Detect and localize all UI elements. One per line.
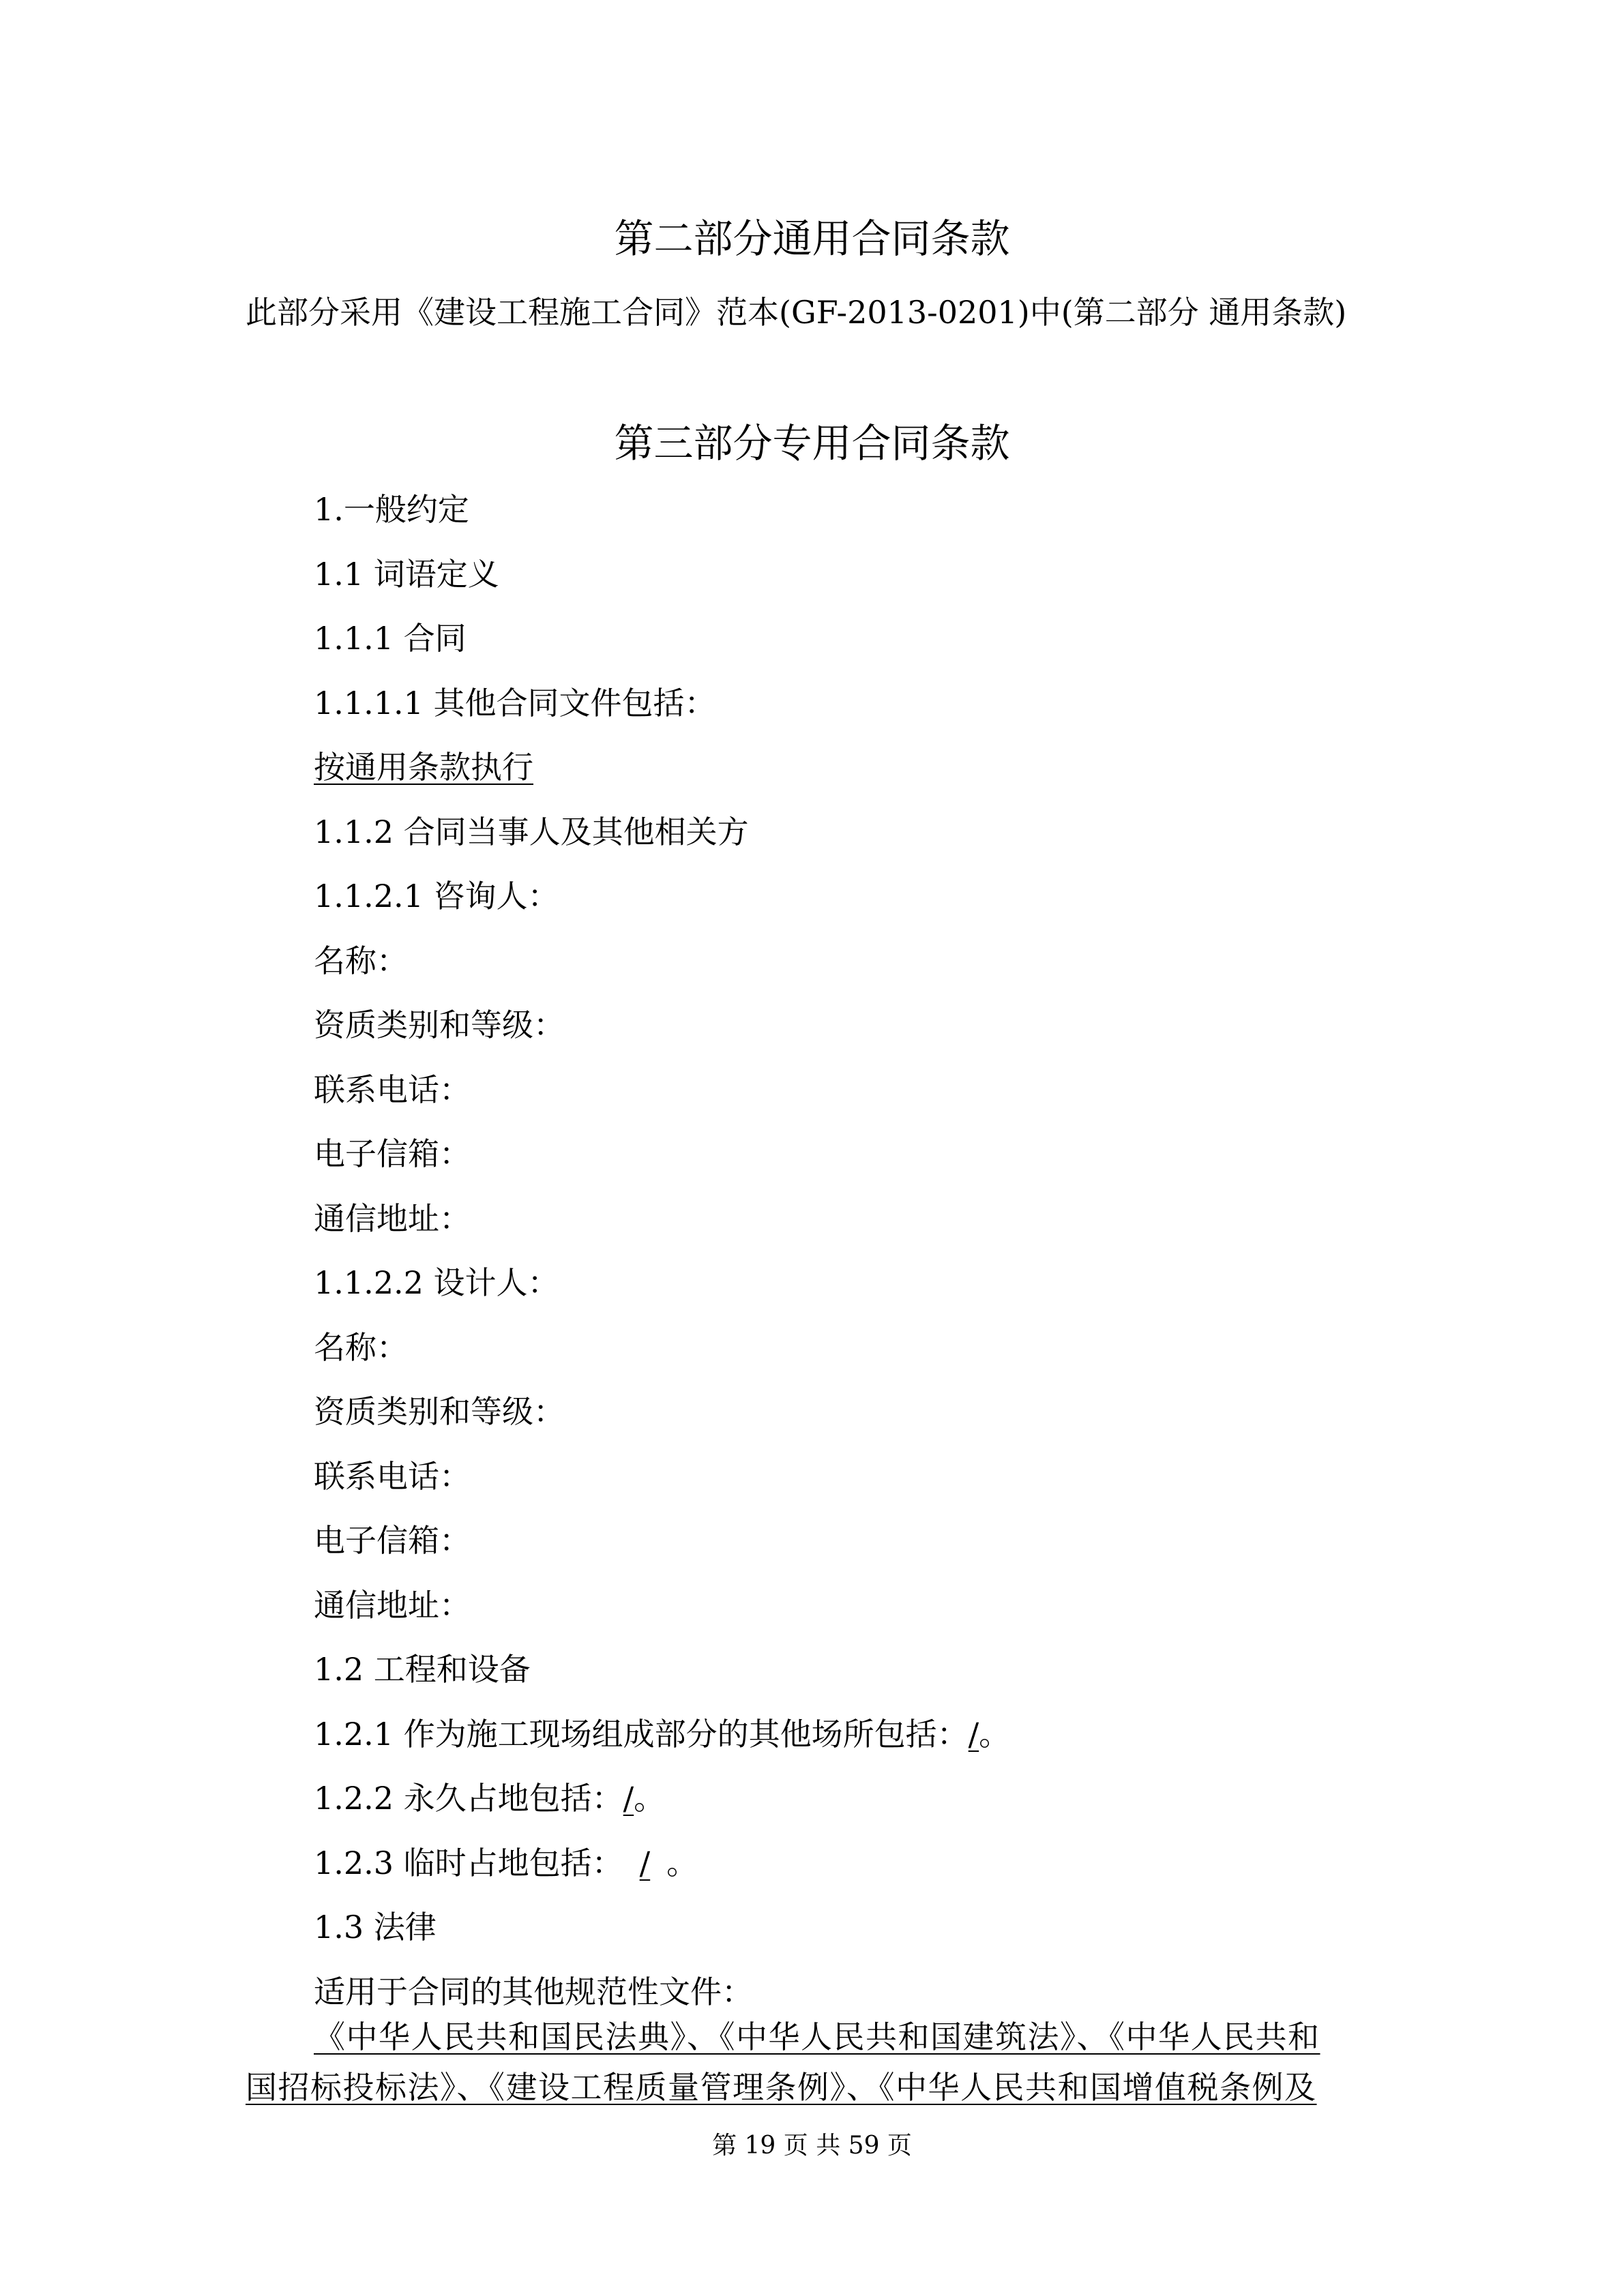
law-list-line: 国招标投标法》、《建设工程质量管理条例》、《中华人民共和国增值税条例及 [246, 2069, 1317, 2106]
clause-text: 1.2.1 作为施工现场组成部分的其他场所包括： [314, 1715, 969, 1753]
page-number-footer: 第 19 页 共 59 页 [712, 2132, 912, 2160]
field-label: 联系电话： [314, 1457, 471, 1495]
field-label: 电子信箱： [314, 1135, 471, 1172]
fill-blank: / [639, 1844, 651, 1881]
clause-line: 1.1.2.2 设计人： [314, 1264, 559, 1301]
fill-blank: / [623, 1780, 634, 1817]
end-mark: 。 [666, 1844, 698, 1881]
part3-title: 第三部分专用合同条款 [614, 420, 1010, 466]
field-label: 资质类别和等级： [314, 1007, 565, 1043]
law-list-line: 《中华人民共和国民法典》、《中华人民共和国建筑法》、《中华人民共和 [314, 2018, 1320, 2055]
field-label: 名称： [314, 942, 408, 979]
field-label: 资质类别和等级： [314, 1393, 565, 1430]
part2-subtitle: 此部分采用《建设工程施工合同》范本(GF-2013-0201)中(第二部分 通用条款) [246, 294, 1347, 331]
clause-line-with-fill [314, 1766, 1391, 1831]
end-mark: 。 [979, 1715, 1011, 1753]
field-label: 名称： [314, 1328, 408, 1366]
clause-text: 1.2.3 临时占地包括： [314, 1844, 623, 1881]
clause-line-with-fill [314, 1702, 1391, 1767]
clause-line: 1.1.2.1 咨询人： [314, 878, 559, 914]
clause-line: 1.1.2 合同当事人及其他相关方 [314, 813, 749, 850]
clause-line: 1.一般约定 [314, 491, 469, 528]
field-label: 联系电话： [314, 1071, 471, 1108]
clause-line: 1.3 法律 [314, 1909, 437, 1945]
clause-line-with-fill [314, 1831, 1391, 1896]
clause-line: 1.1.1.1 其他合同文件包括： [314, 684, 716, 721]
underlined-text: 按通用条款执行 [314, 749, 533, 786]
clause-line: 1.1.1 合同 [314, 620, 467, 657]
law-list-paragraph [246, 2012, 1391, 2113]
clause-line: 1.1 词语定义 [314, 555, 499, 593]
end-mark: 。 [634, 1780, 666, 1817]
clause-line-underlined [314, 735, 1391, 800]
field-label: 电子信箱： [314, 1522, 471, 1559]
clause-line: 适用于合同的其他规范性文件： [314, 1973, 753, 2010]
part3-body [314, 477, 1391, 2024]
part2-title: 第二部分通用合同条款 [614, 215, 1010, 262]
clause-line: 1.2 工程和设备 [314, 1651, 531, 1688]
clause-text: 1.2.2 永久占地包括： [314, 1780, 623, 1817]
fill-blank: / [968, 1715, 979, 1753]
field-label: 通信地址： [314, 1199, 471, 1237]
field-label: 通信地址： [314, 1586, 471, 1624]
